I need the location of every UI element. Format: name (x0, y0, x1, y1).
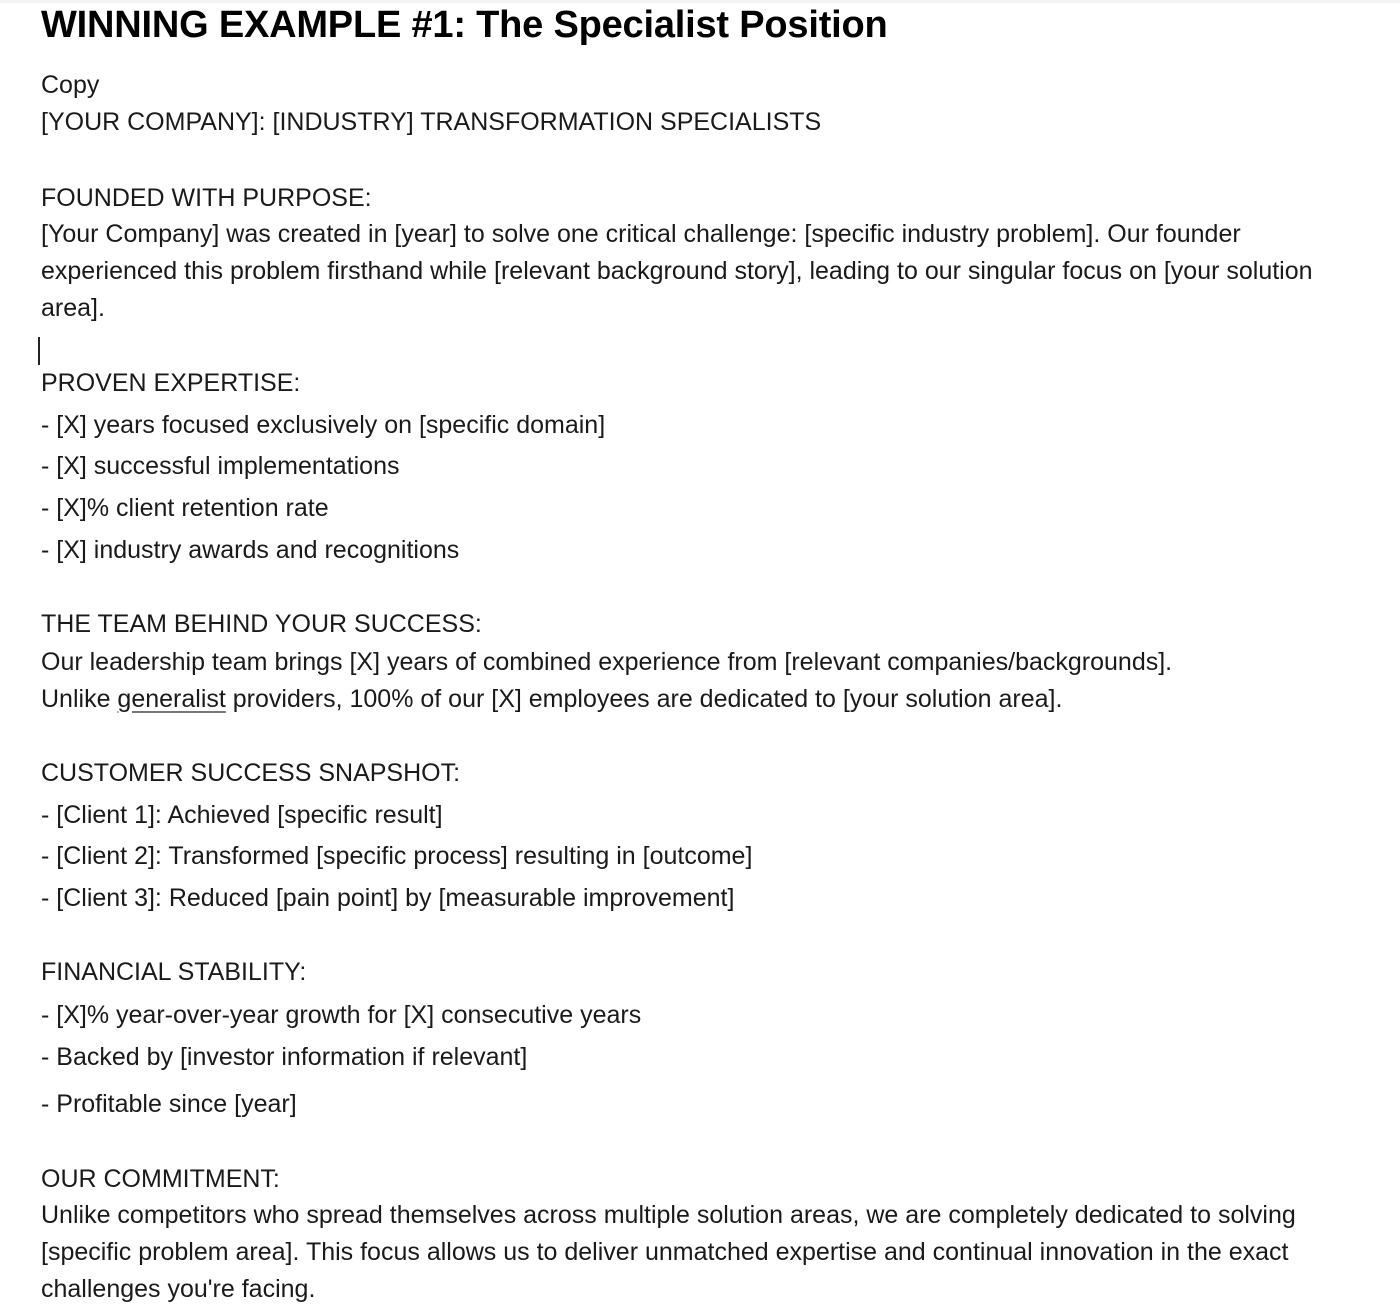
customer-item: - [Client 1]: Achieved [specific result] (41, 801, 443, 829)
expertise-item: - [X]% client retention rate (41, 494, 329, 522)
customer-item: - [Client 2]: Transformed [specific process] resulting in [outcome] (41, 842, 753, 870)
customer-item: - [Client 3]: Reduced [pain point] by [measurable improvement] (41, 884, 735, 912)
section-heading-team: THE TEAM BEHIND YOUR SUCCESS: (41, 610, 482, 638)
expertise-item: - [X] years focused exclusively on [specific domain] (41, 411, 606, 439)
section-heading-expertise: PROVEN EXPERTISE: (41, 369, 301, 397)
top-edge (0, 0, 1400, 3)
text-cursor (38, 337, 40, 365)
commitment-paragraph: Unlike competitors who spread themselves across multiple solution areas, we are completely dedicated to solving [specific problem area]. This focus allows us to deliver unmatched expertise and continual innovation in the exact challenges you're facing. (41, 1201, 1296, 1303)
team-line-2-pre: Unlike (41, 685, 118, 713)
section-heading-commitment: OUR COMMITMENT: (41, 1165, 280, 1193)
document-title: WINNING EXAMPLE #1: The Specialist Position (41, 4, 888, 46)
expertise-item: - [X] successful implementations (41, 452, 400, 480)
company-heading: [YOUR COMPANY]: [INDUSTRY] TRANSFORMATION SPECIALISTS (41, 108, 822, 136)
section-heading-founded: FOUNDED WITH PURPOSE: (41, 184, 372, 212)
financial-item: - Backed by [investor information if relevant] (41, 1043, 528, 1071)
team-line-2 (41, 684, 1062, 714)
financial-item: - [X]% year-over-year growth for [X] consecutive years (41, 1001, 642, 1029)
financial-item: - Profitable since [year] (41, 1090, 297, 1118)
founded-paragraph: [Your Company] was created in [year] to solve one critical challenge: [specific industry problem]. Our founder experienced this problem firsthand while [relevant background story], leading to our singular focus on [your solution area]. (41, 220, 1313, 322)
expertise-item: - [X] industry awards and recognitions (41, 536, 460, 564)
section-heading-customers: CUSTOMER SUCCESS SNAPSHOT: (41, 759, 461, 787)
section-heading-financial: FINANCIAL STABILITY: (41, 958, 307, 986)
team-line-1: Our leadership team brings [X] years of combined experience from [relevant companies/backgrounds]. (41, 648, 1173, 676)
team-line-2-post: providers, 100% of our [X] employees are dedicated to [your solution area]. (225, 685, 1063, 713)
copy-label[interactable]: Copy (41, 71, 100, 99)
spellcheck-underlined-word[interactable]: generalist (117, 685, 226, 713)
